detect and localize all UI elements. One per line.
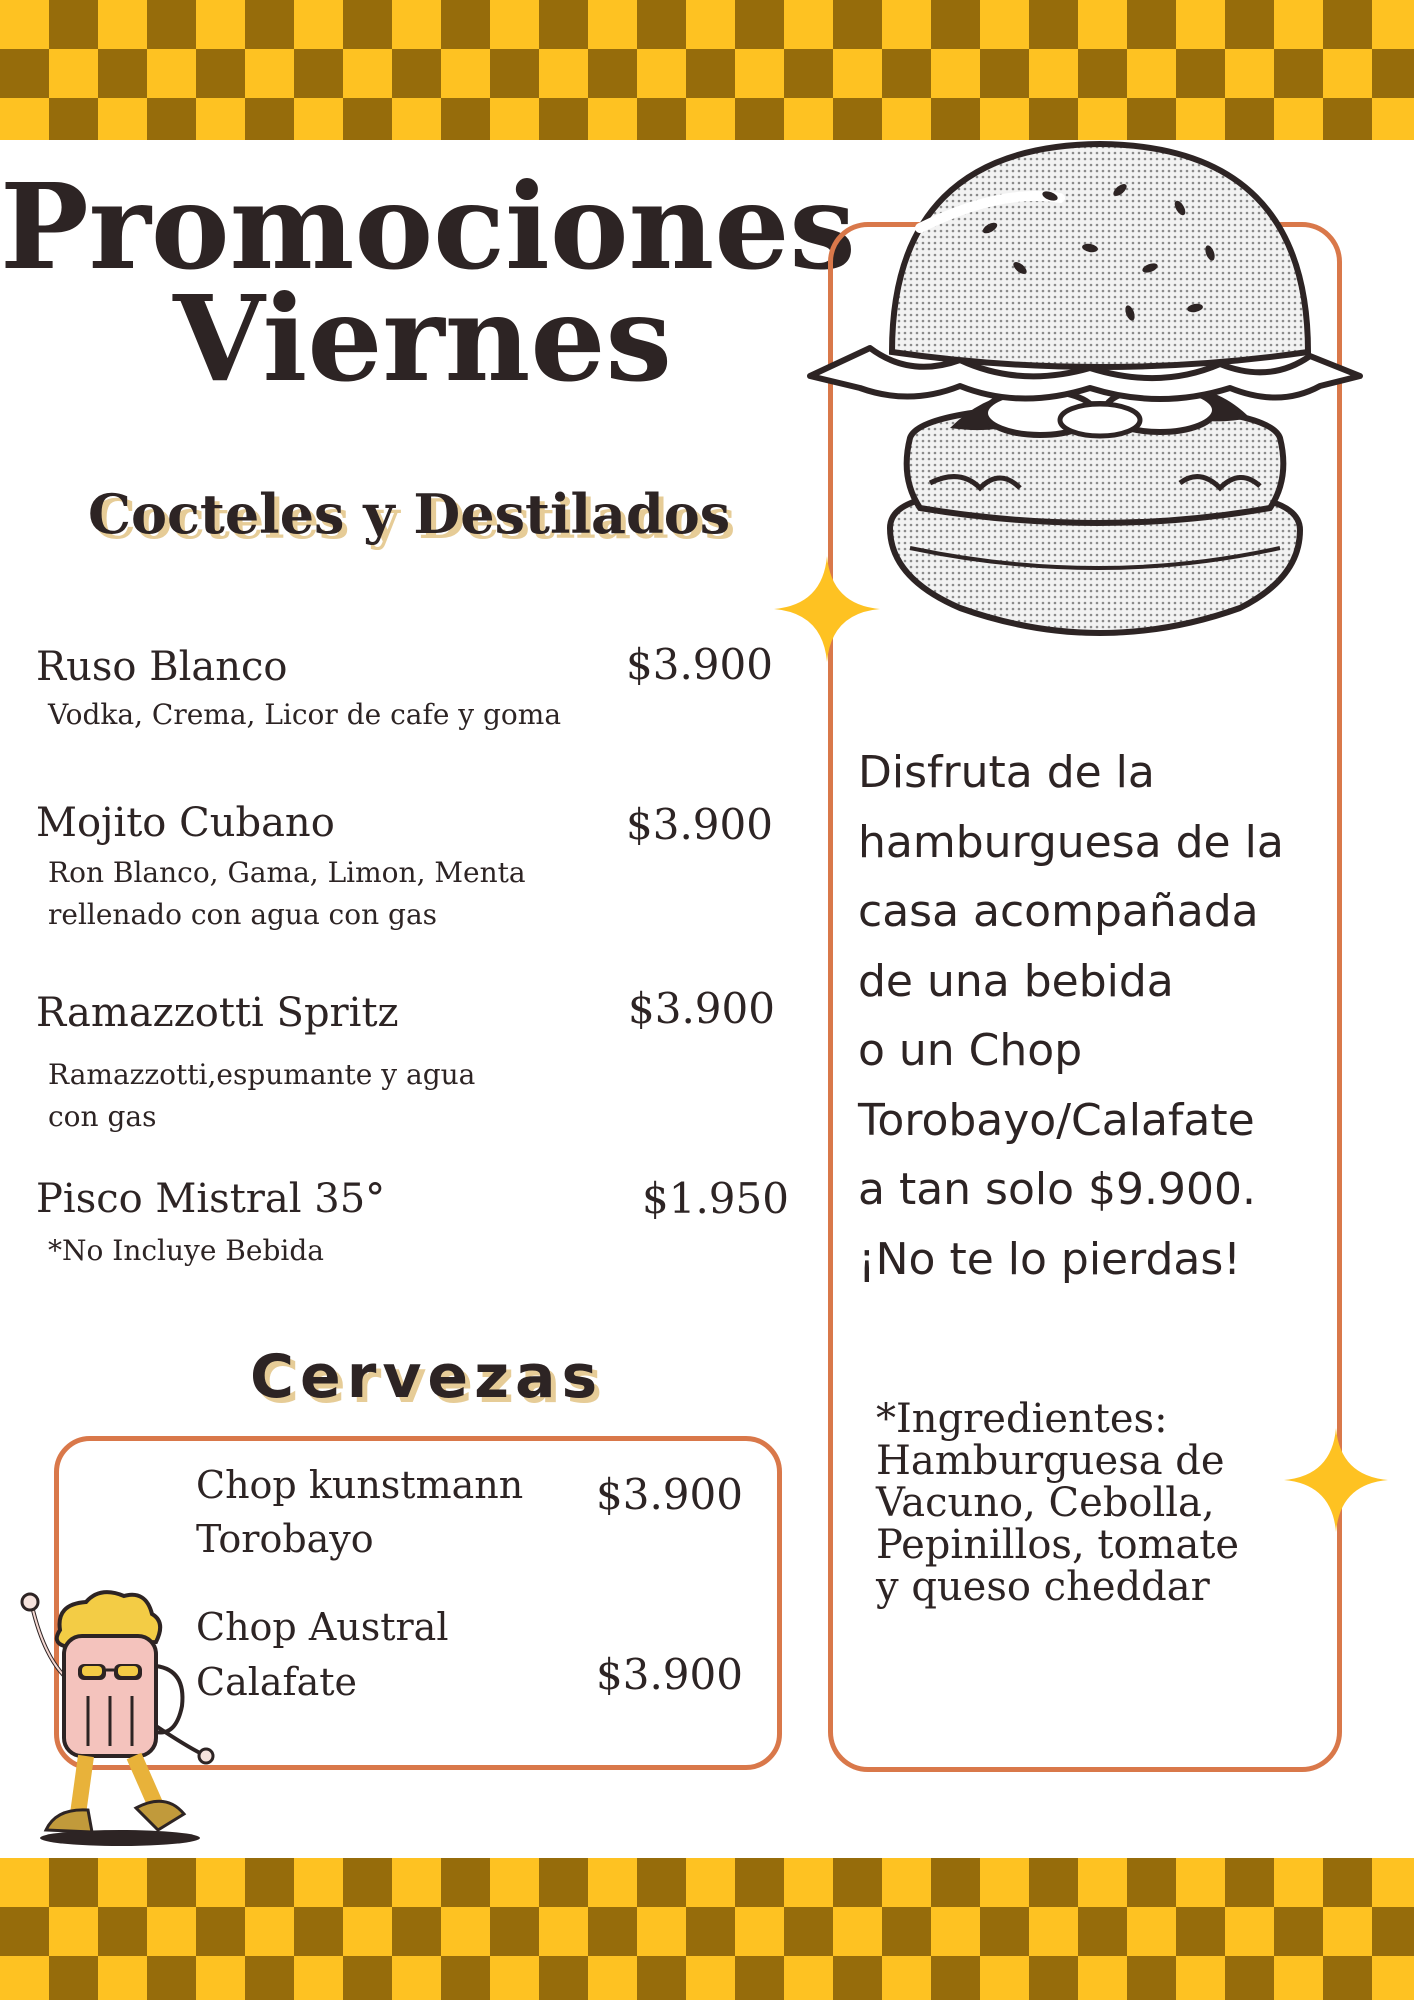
beer-name-line1: Chop Austral bbox=[196, 1605, 449, 1649]
promo-line: Torobayo/Calafate bbox=[858, 1094, 1255, 1146]
menu-item-desc: con gas bbox=[48, 1100, 157, 1133]
promo-line: casa acompañada bbox=[858, 886, 1259, 937]
beer-name-line2: Torobayo bbox=[196, 1517, 374, 1561]
menu-item-desc: Ron Blanco, Gama, Limon, Menta bbox=[48, 856, 526, 889]
promo-line: a tan solo $9.900. bbox=[858, 1164, 1256, 1215]
promo-line: hamburguesa de la bbox=[858, 816, 1284, 868]
checkered-border-top bbox=[0, 0, 1414, 140]
burger-illustration bbox=[800, 138, 1370, 668]
ingredients-line: *Ingredientes: bbox=[876, 1396, 1168, 1442]
menu-item-price: $3.900 bbox=[626, 640, 773, 689]
menu-item-desc: Vodka, Crema, Licor de cafe y goma bbox=[48, 698, 562, 731]
menu-item-price: $3.900 bbox=[628, 984, 775, 1033]
promo-line: Disfruta de la bbox=[858, 747, 1155, 798]
menu-item-name: Mojito Cubano bbox=[36, 800, 335, 846]
promo-line: o un Chop bbox=[858, 1025, 1083, 1076]
menu-item-name: Pisco Mistral 35° bbox=[36, 1176, 386, 1222]
page-title-line1: Promociones bbox=[0, 157, 856, 296]
menu-item-desc: rellenado con agua con gas bbox=[48, 898, 438, 931]
beer-price: $3.900 bbox=[596, 1470, 743, 1519]
cervezas-heading: Cervezas bbox=[250, 1342, 604, 1412]
sparkle-icon bbox=[774, 556, 880, 662]
ingredients-line: y queso cheddar bbox=[876, 1564, 1210, 1610]
cocteles-heading: Cocteles y Destilados bbox=[88, 482, 731, 546]
sparkle-icon bbox=[1284, 1428, 1388, 1532]
ingredients-note bbox=[876, 1398, 1336, 1608]
ingredients-line: Pepinillos, tomate bbox=[876, 1522, 1240, 1568]
page-title-line2: Viernes bbox=[173, 269, 672, 408]
menu-item-desc: *No Incluye Bebida bbox=[48, 1234, 324, 1267]
menu-item-name: Ruso Blanco bbox=[36, 644, 288, 690]
checkered-border-bottom bbox=[0, 1858, 1414, 2000]
menu-item-name: Ramazzotti Spritz bbox=[36, 990, 399, 1036]
beer-mug-mascot-icon bbox=[16, 1586, 216, 1848]
beer-name-line1: Chop kunstmann bbox=[196, 1463, 524, 1507]
beer-name-line2: Calafate bbox=[196, 1660, 358, 1704]
promo-line: ¡No te lo pierdas! bbox=[858, 1233, 1241, 1285]
menu-item-price: $3.900 bbox=[626, 800, 773, 849]
beer-price: $3.900 bbox=[596, 1650, 743, 1699]
menu-item-desc: Ramazzotti,espumante y agua bbox=[48, 1058, 476, 1091]
ingredients-line: Vacuno, Cebolla, bbox=[876, 1480, 1215, 1526]
menu-item-price: $1.950 bbox=[642, 1174, 789, 1223]
promo-description bbox=[858, 738, 1328, 1294]
ingredients-line: Hamburguesa de bbox=[876, 1438, 1225, 1484]
promo-line: de una bebida bbox=[858, 955, 1174, 1007]
